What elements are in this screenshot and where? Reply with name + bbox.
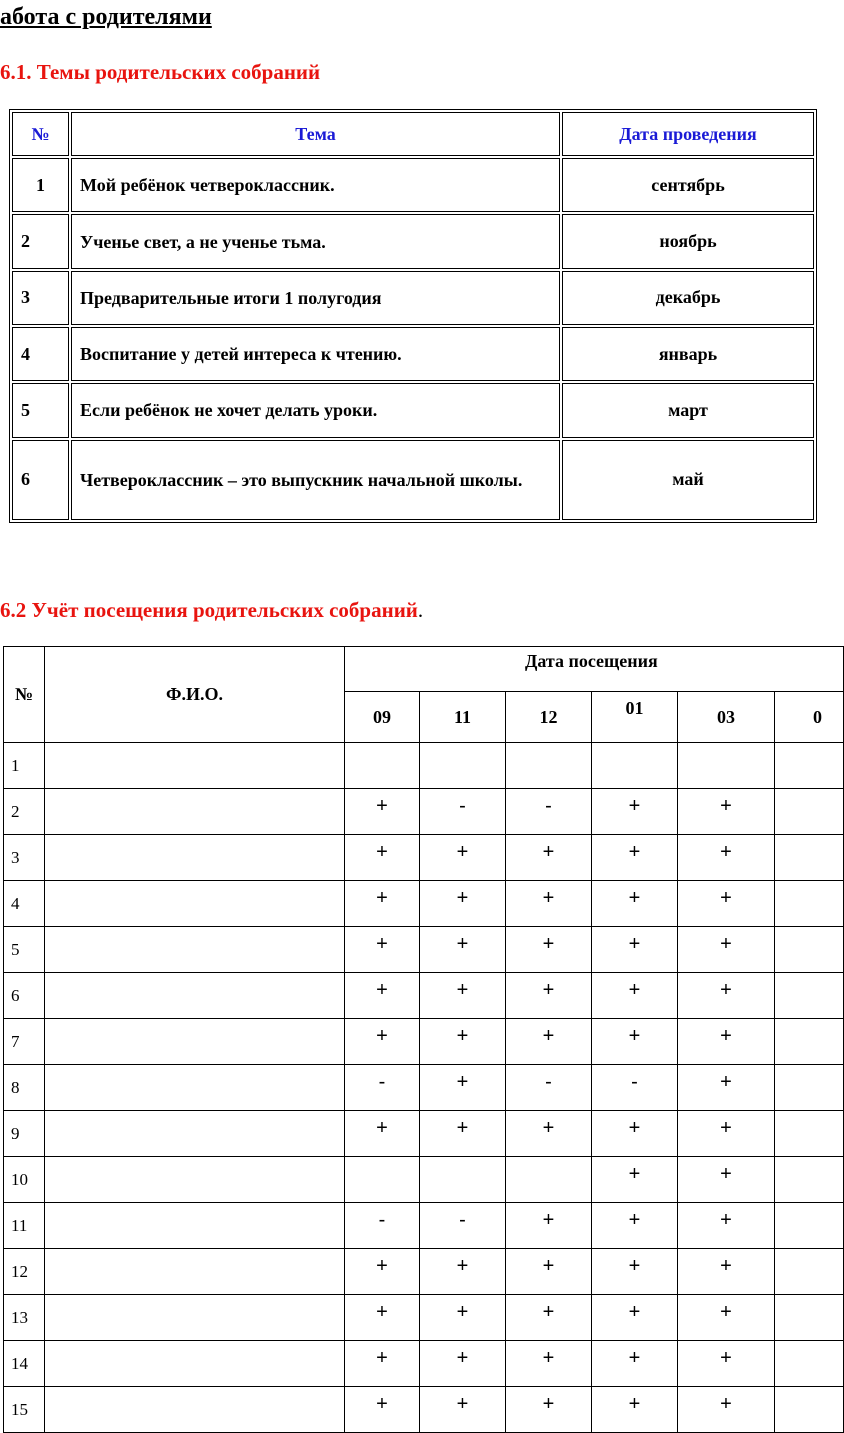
attendance-mark: +	[420, 1065, 506, 1111]
attendance-mark: +	[678, 1203, 775, 1249]
section-2-title	[0, 598, 423, 623]
attendance-mark: +	[506, 927, 592, 973]
row-number: 15	[4, 1387, 45, 1433]
attendance-mark: -	[420, 789, 506, 835]
attendance-mark: +	[592, 1111, 678, 1157]
section-2-title-dot: .	[417, 598, 424, 622]
row-number: 3	[4, 835, 45, 881]
attendance-mark	[420, 1157, 506, 1203]
attendance-mark: +	[678, 881, 775, 927]
row-topic: Мой ребёнок четвероклассник.	[71, 158, 560, 212]
row-date: декабрь	[562, 271, 814, 325]
attendance-mark	[775, 789, 844, 835]
row-full-name	[45, 973, 345, 1019]
attendance-mark: +	[345, 789, 420, 835]
attendance-mark: -	[506, 789, 592, 835]
attendance-mark: +	[592, 1203, 678, 1249]
attendance-mark: +	[592, 835, 678, 881]
attendance-mark: -	[506, 1065, 592, 1111]
month-header: 09	[345, 692, 420, 743]
table-row	[4, 1387, 844, 1433]
attendance-mark	[420, 743, 506, 789]
attendance-mark: -	[345, 1203, 420, 1249]
attendance-mark: +	[345, 881, 420, 927]
row-date: январь	[562, 327, 814, 381]
attendance-mark: +	[345, 835, 420, 881]
table-row	[12, 214, 814, 268]
attendance-mark: +	[420, 1387, 506, 1433]
row-topic: Ученье свет, а не ученье тьма.	[71, 214, 560, 268]
row-date: март	[562, 383, 814, 437]
attendance-mark: +	[345, 973, 420, 1019]
attendance-mark: +	[592, 1249, 678, 1295]
attendance-mark: +	[420, 835, 506, 881]
attendance-mark: +	[678, 1157, 775, 1203]
row-number: 5	[4, 927, 45, 973]
attendance-mark: +	[678, 1111, 775, 1157]
attendance-mark	[345, 743, 420, 789]
attendance-mark: +	[345, 1387, 420, 1433]
row-number: 6	[12, 440, 69, 520]
attendance-mark: +	[678, 927, 775, 973]
row-full-name	[45, 1157, 345, 1203]
row-number: 4	[12, 327, 69, 381]
row-topic: Если ребёнок не хочет делать уроки.	[71, 383, 560, 437]
attendance-mark: +	[592, 1295, 678, 1341]
attendance-mark: +	[678, 973, 775, 1019]
table-row	[4, 1249, 844, 1295]
table-row	[4, 1157, 844, 1203]
attendance-mark: -	[592, 1065, 678, 1111]
attendance-mark: +	[592, 973, 678, 1019]
attendance-mark: +	[592, 1019, 678, 1065]
header-attendance-dates: Дата посещения	[345, 647, 844, 692]
attendance-mark: +	[345, 1249, 420, 1295]
attendance-mark	[775, 1341, 844, 1387]
attendance-mark	[775, 743, 844, 789]
attendance-mark	[775, 1019, 844, 1065]
attendance-mark: +	[420, 1019, 506, 1065]
attendance-mark: +	[345, 1111, 420, 1157]
table-row	[4, 1111, 844, 1157]
row-number: 6	[4, 973, 45, 1019]
row-topic: Четвероклассник – это выпускник начальной школы.	[71, 440, 560, 520]
row-full-name	[45, 835, 345, 881]
table-row	[4, 1295, 844, 1341]
row-full-name	[45, 1019, 345, 1065]
attendance-mark	[775, 973, 844, 1019]
table-row	[4, 1203, 844, 1249]
attendance-mark: +	[345, 1295, 420, 1341]
row-full-name	[45, 1387, 345, 1433]
attendance-mark: +	[420, 881, 506, 927]
page-heading: абота с родителями	[0, 4, 212, 30]
attendance-mark	[345, 1157, 420, 1203]
header-number: №	[12, 112, 69, 156]
table-row	[12, 440, 814, 520]
attendance-mark	[775, 1295, 844, 1341]
attendance-header-row	[4, 647, 844, 692]
attendance-mark: +	[678, 789, 775, 835]
row-topic: Воспитание у детей интереса к чтению.	[71, 327, 560, 381]
attendance-mark: +	[678, 1295, 775, 1341]
row-number: 10	[4, 1157, 45, 1203]
row-number: 12	[4, 1249, 45, 1295]
header-topic: Тема	[71, 112, 560, 156]
attendance-mark: +	[592, 1157, 678, 1203]
table-row	[12, 327, 814, 381]
header-number: №	[4, 647, 45, 743]
attendance-mark	[775, 1111, 844, 1157]
attendance-mark: +	[506, 1019, 592, 1065]
section-2-title-text: 6.2 Учёт посещения родительских собраний	[0, 598, 418, 622]
row-full-name	[45, 789, 345, 835]
row-number: 4	[4, 881, 45, 927]
attendance-mark: +	[420, 1295, 506, 1341]
table-row	[4, 835, 844, 881]
row-number: 1	[12, 158, 69, 212]
attendance-mark: +	[420, 927, 506, 973]
attendance-mark	[775, 1157, 844, 1203]
attendance-mark: +	[506, 1341, 592, 1387]
table-row	[4, 927, 844, 973]
row-number: 5	[12, 383, 69, 437]
attendance-mark	[775, 835, 844, 881]
meetings-topics-table	[9, 109, 817, 523]
attendance-mark: +	[506, 1249, 592, 1295]
month-header: 01	[592, 692, 678, 743]
header-date: Дата проведения	[562, 112, 814, 156]
header-full-name: Ф.И.О.	[45, 647, 345, 743]
row-full-name	[45, 1341, 345, 1387]
row-number: 2	[4, 789, 45, 835]
table-row	[4, 973, 844, 1019]
attendance-mark	[592, 743, 678, 789]
attendance-mark: +	[592, 789, 678, 835]
attendance-mark: +	[506, 1295, 592, 1341]
table-row	[12, 383, 814, 437]
attendance-mark: +	[592, 881, 678, 927]
attendance-mark: +	[678, 835, 775, 881]
attendance-mark	[775, 1065, 844, 1111]
row-date: сентябрь	[562, 158, 814, 212]
row-full-name	[45, 881, 345, 927]
attendance-mark: +	[678, 1341, 775, 1387]
row-number: 2	[12, 214, 69, 268]
attendance-mark	[775, 1249, 844, 1295]
table-row	[4, 881, 844, 927]
row-full-name	[45, 1203, 345, 1249]
table-row	[12, 271, 814, 325]
attendance-mark: +	[345, 1019, 420, 1065]
month-header: 12	[506, 692, 592, 743]
row-number: 7	[4, 1019, 45, 1065]
attendance-mark	[678, 743, 775, 789]
row-full-name	[45, 743, 345, 789]
table-row	[4, 1019, 844, 1065]
attendance-mark: +	[506, 835, 592, 881]
attendance-body	[4, 743, 844, 1433]
attendance-mark: +	[420, 973, 506, 1019]
attendance-mark: -	[345, 1065, 420, 1111]
table-row	[4, 743, 844, 789]
attendance-mark	[775, 881, 844, 927]
month-header: 03	[678, 692, 775, 743]
attendance-mark	[775, 1203, 844, 1249]
row-full-name	[45, 1111, 345, 1157]
table-row	[4, 1065, 844, 1111]
attendance-mark: +	[592, 927, 678, 973]
attendance-mark: +	[506, 1111, 592, 1157]
attendance-mark: +	[506, 1203, 592, 1249]
row-full-name	[45, 927, 345, 973]
attendance-mark: +	[678, 1249, 775, 1295]
row-full-name	[45, 1249, 345, 1295]
attendance-mark: +	[592, 1341, 678, 1387]
row-number: 1	[4, 743, 45, 789]
attendance-mark	[506, 743, 592, 789]
section-1-title: 6.1. Темы родительских собраний	[0, 60, 321, 84]
attendance-table	[3, 646, 844, 1433]
attendance-mark: +	[678, 1019, 775, 1065]
table-row	[4, 789, 844, 835]
row-number: 9	[4, 1111, 45, 1157]
attendance-mark: +	[506, 1387, 592, 1433]
row-date: май	[562, 440, 814, 520]
row-number: 13	[4, 1295, 45, 1341]
row-topic: Предварительные итоги 1 полугодия	[71, 271, 560, 325]
table-row	[4, 1341, 844, 1387]
topics-header-row	[12, 112, 814, 156]
attendance-mark: -	[420, 1203, 506, 1249]
attendance-mark	[775, 927, 844, 973]
attendance-mark: +	[420, 1111, 506, 1157]
row-full-name	[45, 1295, 345, 1341]
attendance-mark	[506, 1157, 592, 1203]
row-number: 3	[12, 271, 69, 325]
attendance-mark: +	[345, 927, 420, 973]
attendance-mark: +	[420, 1249, 506, 1295]
row-number: 14	[4, 1341, 45, 1387]
row-number: 11	[4, 1203, 45, 1249]
attendance-mark: +	[592, 1387, 678, 1433]
attendance-mark	[775, 1387, 844, 1433]
attendance-mark: +	[506, 973, 592, 1019]
month-header: 11	[420, 692, 506, 743]
row-date: ноябрь	[562, 214, 814, 268]
month-header: 0	[775, 692, 844, 743]
table-row	[12, 158, 814, 212]
attendance-mark: +	[345, 1341, 420, 1387]
attendance-mark: +	[420, 1341, 506, 1387]
row-full-name	[45, 1065, 345, 1111]
attendance-mark: +	[678, 1387, 775, 1433]
row-number: 8	[4, 1065, 45, 1111]
attendance-mark: +	[678, 1065, 775, 1111]
attendance-mark: +	[506, 881, 592, 927]
